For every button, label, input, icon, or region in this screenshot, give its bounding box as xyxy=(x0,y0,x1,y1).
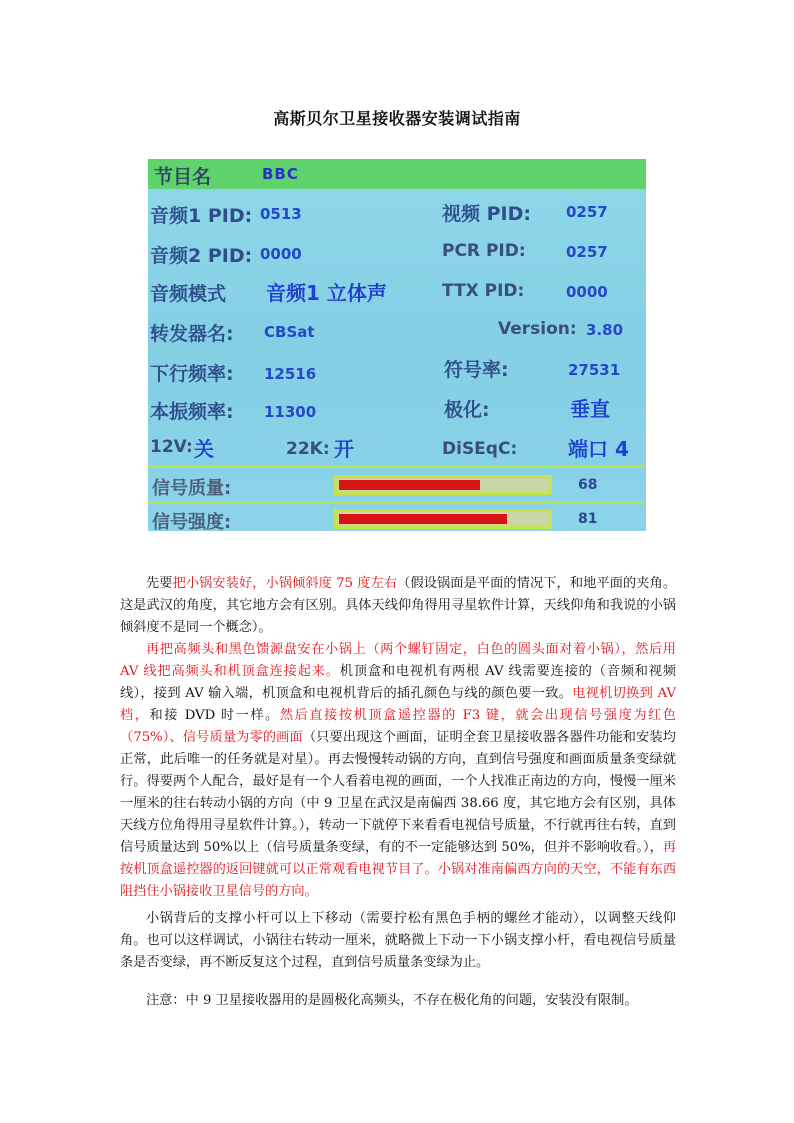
v12-value: 关 xyxy=(194,437,214,461)
audio2-pid-value: 0000 xyxy=(260,245,302,263)
p2-highlight-g: 再按机顶盒遥控器的返回键就可以正常观看电视节目了。 xyxy=(120,840,676,877)
audio1-pid-value: 0513 xyxy=(260,205,302,223)
p1-text-a: 先要 xyxy=(146,576,173,591)
signal-strength-label: 信号强度: xyxy=(152,512,232,531)
version-label: Version: xyxy=(498,319,577,339)
pcr-pid-value: 0257 xyxy=(566,243,608,261)
p2-highlight-a: 再把高频头和黑色馈源盘安在小锅上（两个螺钉固定，白色的圆头面对着小锅），然后用 AV 线把高频头和机顶盒连接起来。 xyxy=(120,642,676,679)
audio1-pid-label: 音频1 PID: xyxy=(150,205,253,227)
pcr-pid-label: PCR PID: xyxy=(442,241,526,261)
p2-highlight-c: 电视机切换到 AV 档， xyxy=(120,686,676,723)
v12-label: 12V: xyxy=(150,437,193,457)
document-title: 高斯贝尔卫星接收器安装调试指南 xyxy=(273,109,521,128)
signal-quality-fill xyxy=(339,480,480,490)
k22-value: 开 xyxy=(334,437,354,461)
signal-quality-value: 68 xyxy=(578,477,598,493)
signal-strength-track xyxy=(334,509,552,529)
p2-text-d: 和接 DVD 时一样。 xyxy=(149,708,280,723)
audio-mode-label: 音频模式 xyxy=(150,283,227,305)
tv-screen-photo xyxy=(148,159,646,531)
signal-strength-value: 81 xyxy=(578,511,598,527)
ttx-pid-label: TTX PID: xyxy=(442,281,525,301)
transponder-label: 转发器名: xyxy=(150,323,234,345)
version-value: 3.80 xyxy=(586,321,624,339)
symbol-rate-label: 符号率: xyxy=(444,359,509,381)
paragraph-1 xyxy=(120,573,676,639)
paragraph-3: 小锅背后的支撑小杆可以上下移动（需要拧松有黑色手柄的螺丝才能动），以调整天线仰角。也可以这样调试，小锅往右转动一厘米，就略微上下动一下小锅支撑小杆，看电视信号质量条是否变绿，再不断反复这个过程，直到信号质量条变绿为止。 xyxy=(120,911,676,970)
p2-highlight-h: 小锅对准南偏西方向的天空，不能有东西阻挡住小锅接收卫星信号的方向。 xyxy=(120,862,677,899)
channel-name-label: 节目名 xyxy=(154,166,212,188)
paragraph-2 xyxy=(120,639,676,903)
p1-highlight: 把小锅安装好，小锅倾斜度 75 度左右 xyxy=(172,576,398,591)
p2-text-b: 机顶盒和电视机有两根 AV 线需要连接的（音频和视频线），接到 AV 输入端，机顶盒和电视机背后的插孔颜色与线的颜色要一致。 xyxy=(120,664,676,701)
diseqc-label: DiSEqC: xyxy=(442,439,518,459)
channel-name-bar xyxy=(148,159,646,189)
symbol-rate-value: 27531 xyxy=(568,361,621,379)
lo-freq-label: 本振频率: xyxy=(150,401,234,423)
paragraph-4-note: 注意：中 9 卫星接收器用的是圆极化高频头，不存在极化角的问题，安装没有限制。 xyxy=(146,993,638,1008)
downlink-freq-label: 下行频率: xyxy=(150,363,234,385)
signal-strength-fill xyxy=(339,514,507,524)
diseqc-value: 端口 4 xyxy=(568,437,629,461)
audio2-pid-label: 音频2 PID: xyxy=(150,245,253,267)
k22-label: 22K: xyxy=(286,439,330,459)
transponder-value: CBSat xyxy=(264,323,315,341)
p2-highlight-e: 然后直接按机顶盒遥控器的 F3 键，就会出现信号强度为红色（75%）、信号质量为零的画面 xyxy=(120,708,676,745)
ttx-pid-value: 0000 xyxy=(566,283,608,301)
signal-quality-meter xyxy=(148,467,646,505)
polarization-label: 极化: xyxy=(444,399,490,421)
lo-freq-value: 11300 xyxy=(264,403,317,421)
channel-name-value: BBC xyxy=(262,165,299,183)
p2-text-f: （只要出现这个画面，证明全套卫星接收器各器件功能和安装均正常，此后唯一的任务就是对星）。再去慢慢转动锅的方向，直到信号强度和画面质量条变绿就行。得要两个人配合，最好是有一个人看着电视的画面，一个人找准正南边的方向，慢慢一厘米一厘米的往右转动小锅的方向（中 9 卫星在武汉是南偏西 38.66 度，其它地方会有区别，具体天线方位角得用寻星软件计算。），转动一下就停下来看看电视信号质量，不行就再往右转，直到信号质量达到 50%以上（信号质量条变绿，有的不一定能够达到 50%，但并不影响收看。）， xyxy=(120,730,676,855)
video-pid-value: 0257 xyxy=(566,203,608,221)
audio-mode-value: 音频1 立体声 xyxy=(266,281,387,305)
polarization-value: 垂直 xyxy=(570,397,610,421)
signal-strength-meter xyxy=(148,501,646,531)
p1-text-c: （假设锅面是平面的情况下，和地平面的夹角。这是武汉的角度，其它地方会有区别。具体天线仰角得用寻星软件计算，天线仰角和我说的小锅倾斜度不是同一个概念）。 xyxy=(120,576,677,635)
downlink-freq-value: 12516 xyxy=(264,365,317,383)
signal-quality-label: 信号质量: xyxy=(152,478,232,499)
signal-quality-track xyxy=(334,475,552,495)
video-pid-label: 视频 PID: xyxy=(442,203,531,225)
